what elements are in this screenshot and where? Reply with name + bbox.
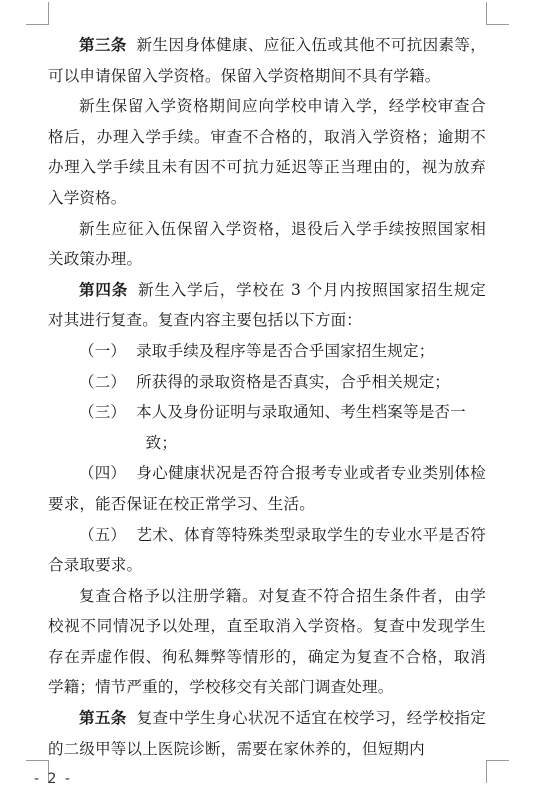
page-number: - 2 - <box>34 771 72 787</box>
crop-mark-bottom-right <box>486 760 509 783</box>
list-item-text: 艺术、体育等特殊类型录取学生的专业水平是否符合录取要求。 <box>48 525 486 575</box>
article-5-text-1: 复查中学生身心状况不适宜在校学习，经学校指定的二级甲等以上医院诊断，需要在家休养的，但短期内 <box>48 709 486 758</box>
list-item-2 <box>48 367 486 398</box>
article-3-paragraph-2: 新生保留入学资格期间应向学校申请入学，经学校审查合格后，办理入学手续。审查不合格的，取消入学资格；逾期不办理入学手续且未有因不可抗力延迟等正当理由的，视为放弃入学资格。 <box>48 97 486 207</box>
list-item-number: （三） <box>79 403 127 422</box>
list-item-number: （四） <box>79 464 127 483</box>
article-4-text-1: 新生入学后，学校在 3 个月内按照国家招生规定对其进行复查。复查内容主要包括以下方面： <box>48 280 486 330</box>
list-item-text: 身心健康状况是否符合报考专业或者专业类别体检要求，能否保证在校正常学习、生活。 <box>48 464 486 513</box>
crop-mark-top-left <box>26 2 49 25</box>
list-item-number: （五） <box>79 525 127 544</box>
article-3-paragraph-3: 新生应征入伍保留入学资格，退役后入学手续按照国家相关政策办理。 <box>48 219 486 269</box>
list-item-continuation: 致； <box>145 433 178 452</box>
list-item-number: （二） <box>79 372 127 391</box>
article-4-title: 第四条 <box>79 279 129 299</box>
list-item-1 <box>48 336 486 367</box>
article-5-paragraph-1 <box>48 703 486 764</box>
article-4-paragraph-1 <box>48 275 486 336</box>
article-4-paragraph-2: 复查合格予以注册学籍。对复查不符合招生条件者，由学校视不同情况予以处理，直至取消入学资格。复查中发现学生存在弄虚作假、徇私舞弊等情形的，确定为复查不合格，取消学籍；情节严重的，学校移交有关部门调查处理。 <box>48 586 486 697</box>
list-item-5 <box>48 520 486 581</box>
list-item-text: 本人及身份证明与录取通知、考生档案等是否一 <box>136 403 466 422</box>
article-3-paragraph-1 <box>48 30 486 91</box>
article-5-title: 第五条 <box>79 708 127 728</box>
article-3-title: 第三条 <box>79 35 127 54</box>
document-body <box>48 30 486 764</box>
list-item-3 <box>48 397 486 458</box>
list-item-text: 所获得的录取资格是否真实，合乎相关规定； <box>136 372 451 391</box>
list-item-4 <box>48 458 486 519</box>
crop-mark-top-right <box>486 2 509 25</box>
list-item-number: （一） <box>79 341 127 360</box>
article-3-text-1: 新生因身体健康、应征入伍或其他不可抗因素等，可以申请保留入学资格。保留入学资格期间不具有学籍。 <box>48 36 486 85</box>
list-item-text: 录取手续及程序等是否合乎国家招生规定； <box>136 341 435 360</box>
